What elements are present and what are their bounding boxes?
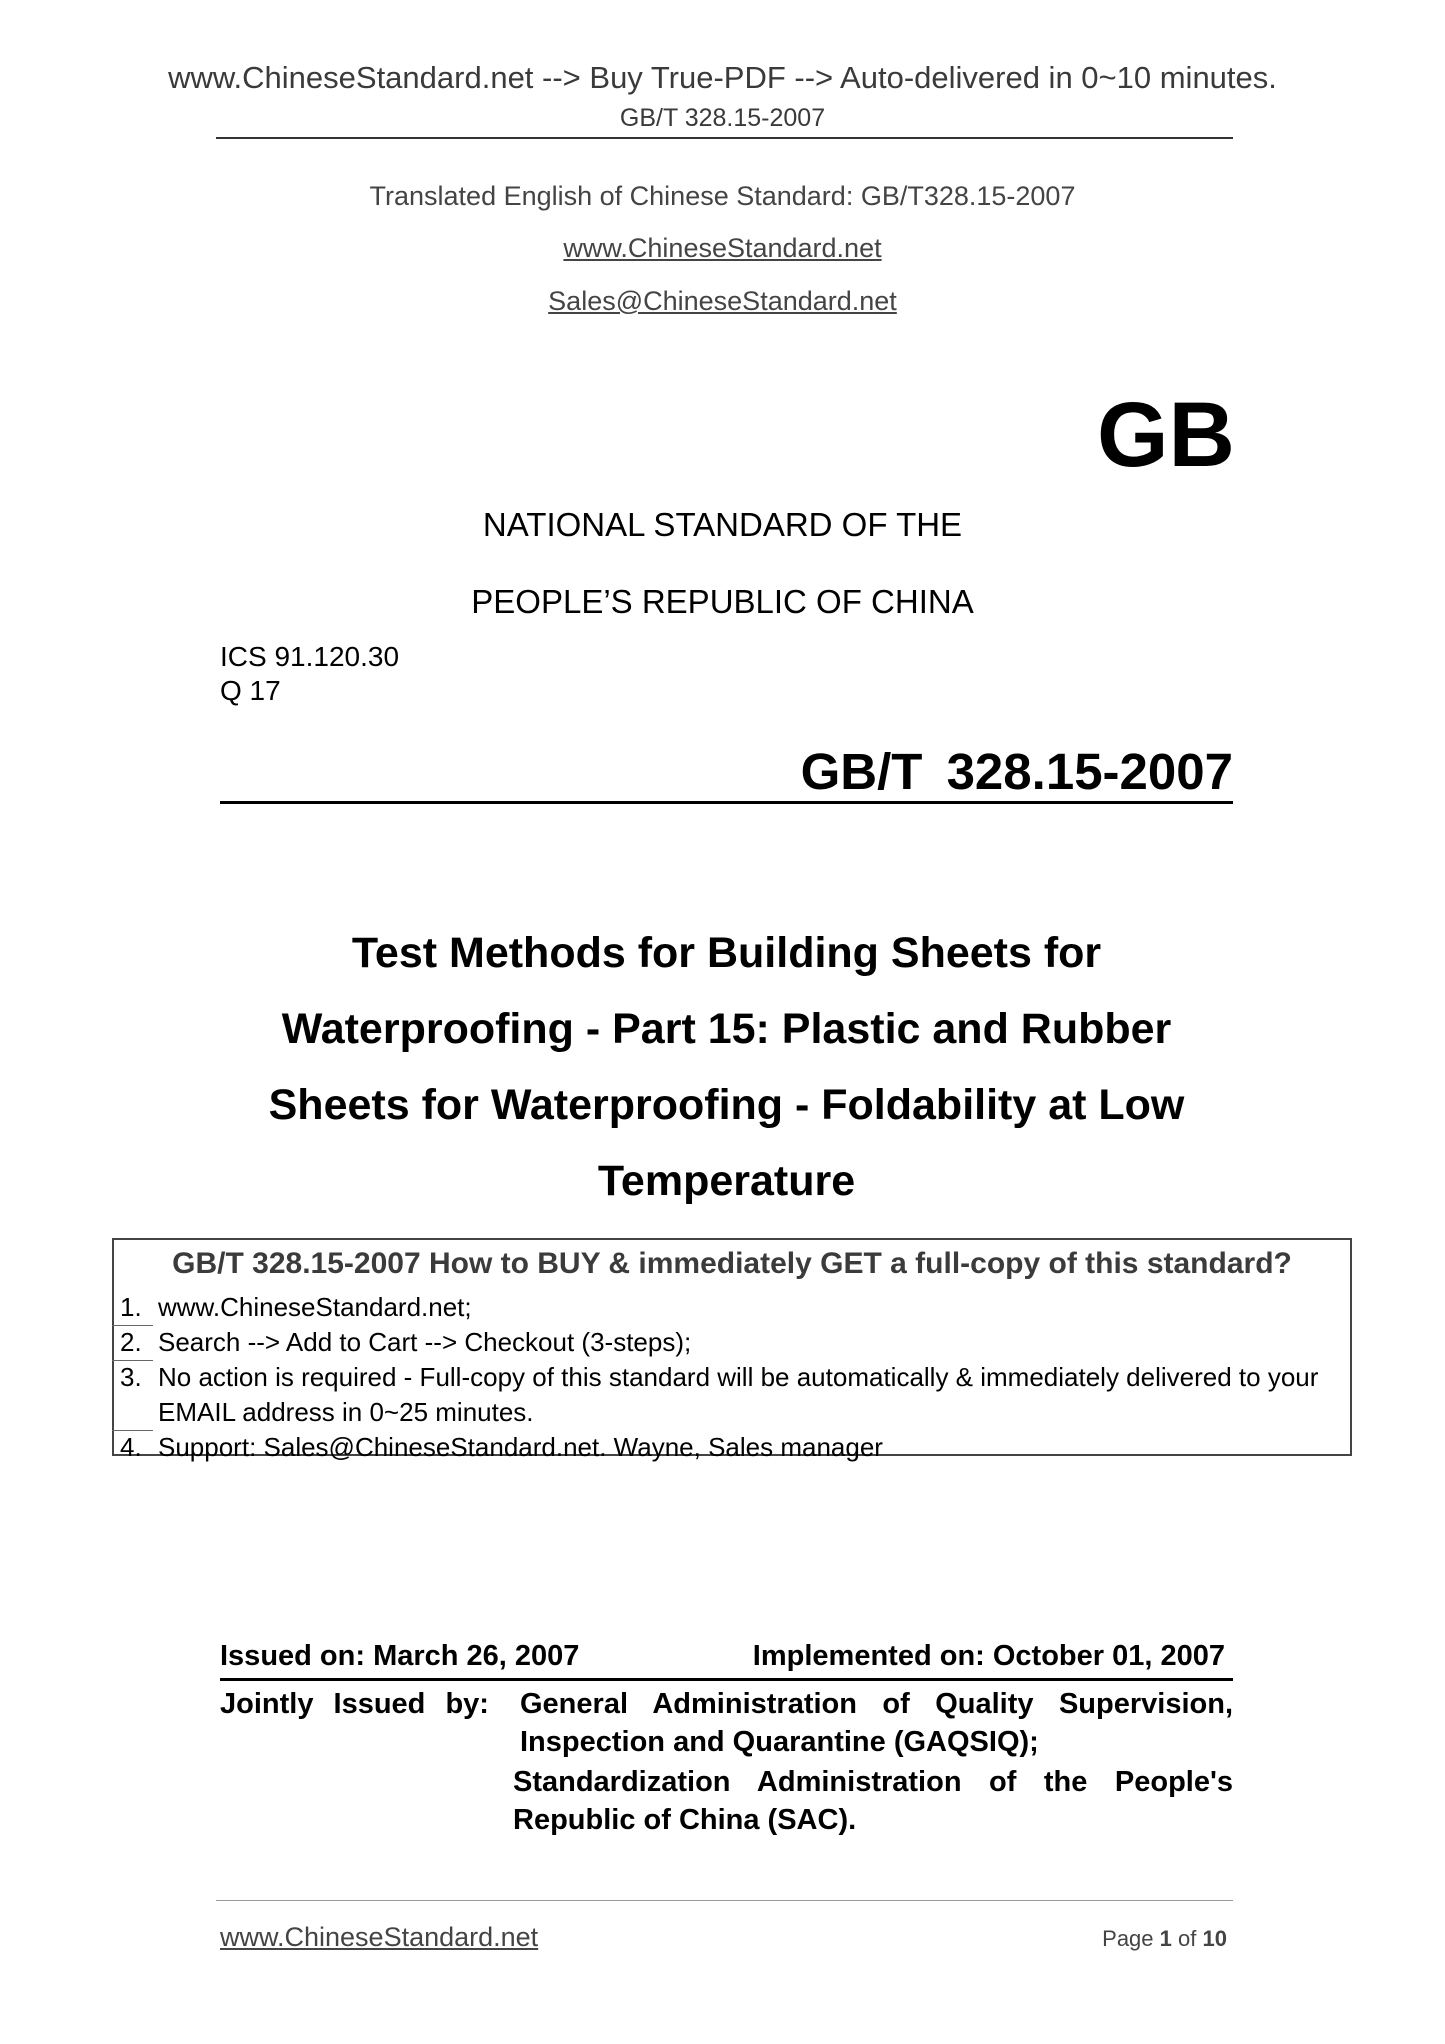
page-of: of: [1178, 1926, 1197, 1951]
sales-email-link[interactable]: Sales@ChineseStandard.net: [548, 286, 897, 316]
website-link[interactable]: www.ChineseStandard.net: [563, 233, 882, 263]
step-text: No action is required - Full-copy of this standard will be automatically & immediately delivered to your EMAIL address in 0~25 minutes.: [158, 1362, 1319, 1427]
step-text: Support: Sales@ChineseStandard.net. Wayne, Sales manager: [158, 1432, 883, 1462]
implemented-date: Implemented on: October 01, 2007: [752, 1640, 1225, 1672]
issuer-line: General Administration of Quality Supervision,: [520, 1688, 1233, 1720]
issuer-line: Inspection and Quarantine (GAQSIQ);: [520, 1726, 1039, 1758]
purchase-steps-list: [120, 1290, 1340, 1465]
title-line: Sheets for Waterproofing - Foldability at Low: [268, 1081, 1185, 1129]
footer-website-link[interactable]: www.ChineseStandard.net: [220, 1922, 539, 1952]
document-title: [220, 915, 1233, 1219]
issuer-line: Standardization Administration of the People's: [513, 1766, 1233, 1798]
title-line: Temperature: [597, 1157, 856, 1205]
step-number: 3.: [120, 1362, 142, 1392]
page-number: [1102, 1924, 1227, 1954]
page-total: 10: [1202, 1926, 1227, 1951]
country-heading: PEOPLE’S REPUBLIC OF CHINA: [471, 583, 974, 620]
standard-number-rule: [220, 801, 1233, 804]
issuer-gaqsiq: [520, 1685, 1233, 1761]
ccs-code: Q 17: [220, 675, 281, 706]
title-line: Test Methods for Building Sheets for: [351, 929, 1102, 977]
step-text: Search --> Add to Cart --> Checkout (3-steps);: [158, 1327, 692, 1357]
purchase-step: [120, 1290, 1340, 1325]
header-standard-code: GB/T 328.15-2007: [619, 104, 826, 132]
page-current: 1: [1159, 1926, 1172, 1951]
header-divider: [216, 137, 1233, 139]
step-number: 2.: [120, 1327, 142, 1357]
ics-code: ICS 91.120.30: [220, 641, 400, 672]
purchase-step: [120, 1430, 1340, 1465]
standard-number: GB/T 328.15-2007: [800, 743, 1233, 800]
step-text[interactable]: www.ChineseStandard.net;: [158, 1292, 472, 1322]
national-standard-heading: NATIONAL STANDARD OF THE: [482, 506, 963, 543]
purchase-info-box: [112, 1238, 1352, 1462]
purchase-step: [120, 1325, 1340, 1360]
gb-mark: GB: [1097, 384, 1235, 486]
translated-notice: Translated English of Chinese Standard: GB/T328.15-2007: [369, 181, 1076, 211]
purchase-box-title: GB/T 328.15-2007 How to BUY & immediately GET a full-copy of this standard?: [172, 1247, 1292, 1280]
issuer-sac: [513, 1763, 1233, 1839]
purchase-step: [120, 1360, 1340, 1430]
jointly-issued-label: Jointly Issued by:: [220, 1688, 489, 1720]
issued-date: Issued on: March 26, 2007: [220, 1640, 580, 1672]
step-number: 1.: [120, 1292, 142, 1322]
issuance-rule: [220, 1678, 1233, 1681]
top-banner: www.ChineseStandard.net --> Buy True-PDF --> Auto-delivered in 0~10 minutes.: [168, 60, 1277, 95]
step-number: 4.: [120, 1432, 142, 1462]
footer-divider: [216, 1900, 1233, 1901]
page-prefix: Page: [1102, 1926, 1154, 1951]
title-line: Waterproofing - Part 15: Plastic and Rubber: [281, 1005, 1172, 1053]
issuer-line: Republic of China (SAC).: [513, 1804, 857, 1836]
